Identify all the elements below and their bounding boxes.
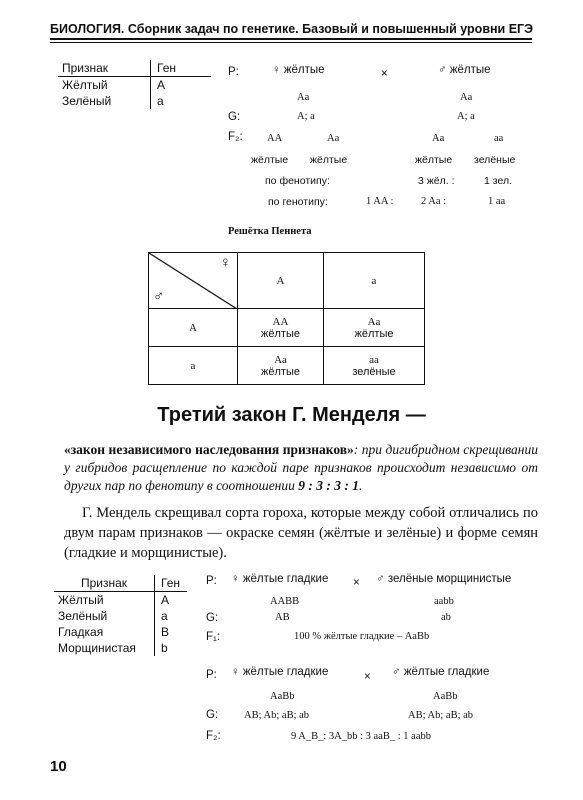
punnett-cell	[238, 309, 324, 347]
gene-cell: A	[151, 77, 212, 94]
f-genotype: Aa	[432, 133, 445, 144]
table-row	[54, 592, 187, 609]
header-rule	[50, 38, 532, 40]
trait-cell: Зелёный	[62, 94, 112, 108]
header-rule-thin	[50, 42, 532, 43]
law-name: «закон независимого наследования признаков»	[64, 442, 354, 457]
p-male: ♂ жёлтые гладкие	[392, 666, 490, 678]
g-female: AB	[275, 612, 290, 623]
genotype-ratio: 1 aa	[488, 196, 506, 207]
p-male: ♂ зелёные морщинистые	[376, 573, 512, 585]
punnett-title: Решётка Пеннета	[228, 226, 312, 237]
p-male-genotype: aabb	[434, 596, 454, 607]
p-female: ♀ жёлтые гладкие	[231, 573, 329, 585]
cell-genotype: Aa	[274, 353, 287, 366]
phenotype-ratio: 3 жёл. :	[418, 175, 455, 187]
f2-result: 9 A_B_: 3A_bb : 3 aaB_ : 1 aabb	[291, 731, 431, 742]
table-row	[54, 640, 187, 656]
law-ratio: 9 : 3 : 3 : 1	[298, 478, 360, 493]
g-label: G:	[206, 709, 219, 721]
g-male: A; a	[457, 111, 475, 122]
trait-gene-table-2	[54, 575, 187, 656]
trait-cell: Зелёный	[58, 609, 108, 623]
f-phenotype: жёлтые	[251, 154, 289, 166]
punnett-square	[148, 252, 425, 385]
p-female: ♀ жёлтые	[272, 64, 325, 76]
g-female: A; a	[297, 111, 315, 122]
f-label: F₂:	[206, 730, 221, 742]
table-header-trait: Признак	[58, 60, 151, 77]
genotype-ratio-label: по генотипу:	[268, 196, 328, 208]
trait-cell: Морщинистая	[58, 641, 136, 655]
p-female-genotype: AaBb	[270, 691, 295, 702]
page-number: 10	[50, 758, 67, 775]
punnett-col-header: a	[324, 253, 425, 309]
genotype-ratio: 1 AA :	[366, 196, 394, 207]
punnett-row-header: a	[149, 347, 238, 385]
f-genotype: AA	[267, 133, 283, 144]
p-female: ♀ жёлтые гладкие	[231, 666, 329, 678]
g-label: G:	[228, 111, 241, 123]
gene-cell: A	[155, 592, 188, 609]
law-text: : при дигибридном скрещивании у гибридов расщепление по каждой паре признаков происходит независимо от других пар по фенотипу в соотношении	[64, 442, 538, 493]
punnett-col-header: A	[238, 253, 324, 309]
cell-genotype: aa	[369, 353, 379, 366]
phenotype-ratio: 1 зел.	[484, 175, 512, 187]
p-female-genotype: Aa	[297, 92, 310, 103]
cell-phenotype: зелёные	[352, 365, 396, 378]
phenotype-ratio-label: по фенотипу:	[265, 175, 330, 187]
f-genotype: aa	[494, 133, 504, 144]
g-label: G:	[206, 612, 219, 624]
p-male-genotype: Aa	[460, 92, 473, 103]
cell-phenotype: жёлтые	[354, 327, 394, 340]
table-row	[58, 77, 211, 94]
female-symbol-icon: ♀	[219, 255, 231, 271]
gene-cell: B	[155, 624, 188, 640]
table-header-trait: Признак	[54, 575, 155, 592]
p-label: P:	[228, 66, 239, 78]
f-label: F₁:	[206, 631, 221, 643]
trait-cell: Жёлтый	[62, 78, 108, 92]
trait-cell: Гладкая	[58, 625, 104, 639]
g-male: ab	[441, 612, 451, 623]
g-female: AB; Ab; aB; ab	[244, 710, 310, 721]
genotype-ratio: 2 Aa :	[421, 196, 447, 207]
punnett-corner	[149, 253, 238, 309]
gene-cell: a	[151, 93, 212, 109]
f-genotype: Aa	[327, 133, 340, 144]
p-male-genotype: AaBb	[433, 691, 458, 702]
gene-cell: a	[155, 608, 188, 624]
cross-sign: ×	[381, 68, 388, 80]
male-symbol-icon: ♂	[153, 289, 165, 305]
law-end: .	[359, 478, 363, 493]
p-label: P:	[206, 575, 217, 587]
gene-cell: b	[155, 640, 188, 656]
running-header: БИОЛОГИЯ. Сборник задач по генетике. Базовый и повышенный уровни ЕГЭ	[50, 22, 534, 36]
table-row	[58, 93, 211, 109]
punnett-cell	[238, 347, 324, 385]
trait-cell: Жёлтый	[58, 593, 104, 607]
f-phenotype: жёлтые	[415, 154, 453, 166]
punnett-row-header: A	[149, 309, 238, 347]
f-phenotype: зелёные	[474, 154, 516, 166]
p-male: ♂ жёлтые	[438, 64, 491, 76]
table-header-gene: Ген	[155, 575, 188, 592]
f-phenotype: жёлтые	[310, 154, 348, 166]
cell-phenotype: жёлтые	[261, 327, 300, 340]
section-title: Третий закон Г. Менделя —	[157, 404, 426, 426]
law-statement	[64, 441, 538, 495]
cross-sign: ×	[353, 577, 360, 589]
f-label: F₂:	[228, 131, 243, 143]
punnett-cell	[324, 309, 425, 347]
punnett-cell	[324, 347, 425, 385]
cell-phenotype: жёлтые	[261, 365, 300, 378]
cross-sign: ×	[364, 671, 371, 683]
p-label: P:	[206, 669, 217, 681]
table-row	[54, 608, 187, 624]
p-female-genotype: AABB	[270, 596, 300, 607]
table-row	[54, 624, 187, 640]
g-male: AB; Ab; aB; ab	[408, 710, 474, 721]
cell-genotype: Aa	[367, 315, 381, 328]
mendel-paragraph: Г. Мендель скрещивал сорта гороха, которые между собой отличались по двум парам признаков — окраске семян (жёлтые и зелёные) и форме семян (гладкие и морщинистые).	[64, 505, 538, 561]
cell-genotype: AA	[272, 315, 289, 328]
trait-gene-table-1	[58, 60, 211, 109]
f1-result: 100 % жёлтые гладкие – AaBb	[294, 631, 430, 642]
table-header-gene: Ген	[151, 60, 212, 77]
